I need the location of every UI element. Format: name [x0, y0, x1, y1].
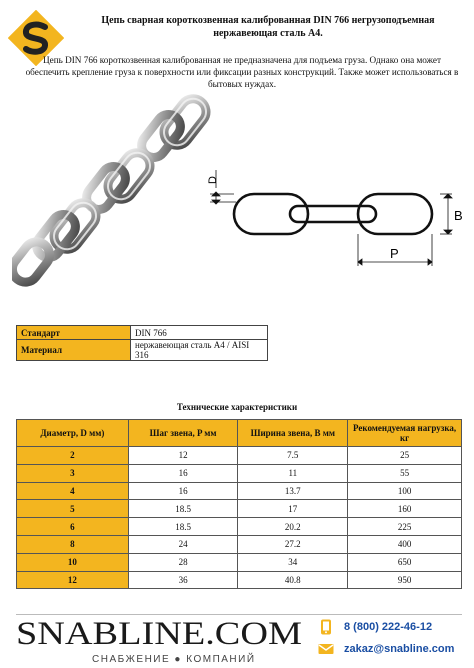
cell-width: 20.2 [238, 518, 348, 536]
column-header-width: Ширина звена, B мм [238, 420, 348, 447]
spec-key: Материал [17, 340, 131, 361]
phone-number[interactable]: 8 (800) 222-46-12 [344, 621, 433, 633]
diagram-label-p: P [390, 246, 399, 261]
table-row [17, 464, 462, 482]
cell-load: 225 [348, 518, 462, 536]
table-row [17, 500, 462, 518]
cell-pitch: 18.5 [128, 500, 238, 518]
cell-diameter: 2 [17, 447, 129, 465]
cell-width: 13.7 [238, 482, 348, 500]
cell-load: 400 [348, 535, 462, 553]
brand-tagline: СНАБЖЕНИЕ ● КОМПАНИЙ [92, 654, 256, 665]
cell-pitch: 12 [128, 447, 238, 465]
spec-value: нержавеющая сталь А4 / AISI 316 [131, 340, 268, 361]
cell-diameter: 4 [17, 482, 129, 500]
cell-width: 11 [238, 464, 348, 482]
chain-dimension-diagram [206, 162, 468, 272]
email-row[interactable] [318, 638, 468, 660]
diagram-label-b: B [454, 208, 463, 223]
cell-load: 25 [348, 447, 462, 465]
cell-width: 27.2 [238, 535, 348, 553]
cell-diameter: 8 [17, 535, 129, 553]
brand-logo [14, 612, 306, 668]
tech-table-title: Технические характеристики [176, 402, 298, 412]
table-row [17, 535, 462, 553]
cell-width: 40.8 [238, 571, 348, 589]
email-address[interactable]: zakaz@snabline.com [344, 643, 455, 655]
product-description: Цепь DIN 766 короткозвенная калиброванная не предназначена для подъема груза. Однако она может обеспечить крепление груза к поверхности или фиксации разных конструкций. Также может использоваться в бытовых нуждах. [25, 55, 459, 89]
column-header-load: Рекомендуемая нагрузка, кг [348, 420, 462, 447]
cell-diameter: 12 [17, 571, 129, 589]
cell-diameter: 5 [17, 500, 129, 518]
tech-table [16, 419, 462, 589]
spec-row [17, 326, 268, 340]
tech-table-body [17, 447, 462, 589]
cell-width: 7.5 [238, 447, 348, 465]
cell-pitch: 16 [128, 482, 238, 500]
cell-pitch: 28 [128, 553, 238, 571]
spec-row [17, 340, 268, 361]
cell-load: 950 [348, 571, 462, 589]
cell-load: 160 [348, 500, 462, 518]
cell-pitch: 36 [128, 571, 238, 589]
table-row [17, 571, 462, 589]
cell-load: 100 [348, 482, 462, 500]
email-icon [318, 641, 334, 657]
cell-width: 34 [238, 553, 348, 571]
cell-width: 17 [238, 500, 348, 518]
contact-block [318, 616, 468, 664]
brand-name: SNABLINE.COM [16, 616, 302, 652]
phone-icon [318, 619, 334, 635]
page-title: Цепь сварная короткозвенная калиброванная DIN 766 негрузоподъемная нержавеющая сталь А4. [101, 15, 435, 39]
cell-pitch: 24 [128, 535, 238, 553]
cell-pitch: 18.5 [128, 518, 238, 536]
cell-load: 650 [348, 553, 462, 571]
spec-table [16, 325, 268, 361]
cell-load: 55 [348, 464, 462, 482]
spec-key: Стандарт [17, 326, 131, 340]
table-row [17, 553, 462, 571]
table-row [17, 447, 462, 465]
diagram-label-d: D [207, 176, 219, 184]
spec-value: DIN 766 [131, 326, 268, 340]
cell-diameter: 10 [17, 553, 129, 571]
chain-photo [12, 92, 212, 287]
table-row [17, 482, 462, 500]
column-header-pitch: Шаг звена, P мм [128, 420, 238, 447]
tech-header-row [17, 420, 462, 447]
column-header-diameter: Диаметр, D мм) [17, 420, 129, 447]
phone-row[interactable] [318, 616, 468, 638]
cell-diameter: 6 [17, 518, 129, 536]
cell-diameter: 3 [17, 464, 129, 482]
cell-pitch: 16 [128, 464, 238, 482]
table-row [17, 518, 462, 536]
